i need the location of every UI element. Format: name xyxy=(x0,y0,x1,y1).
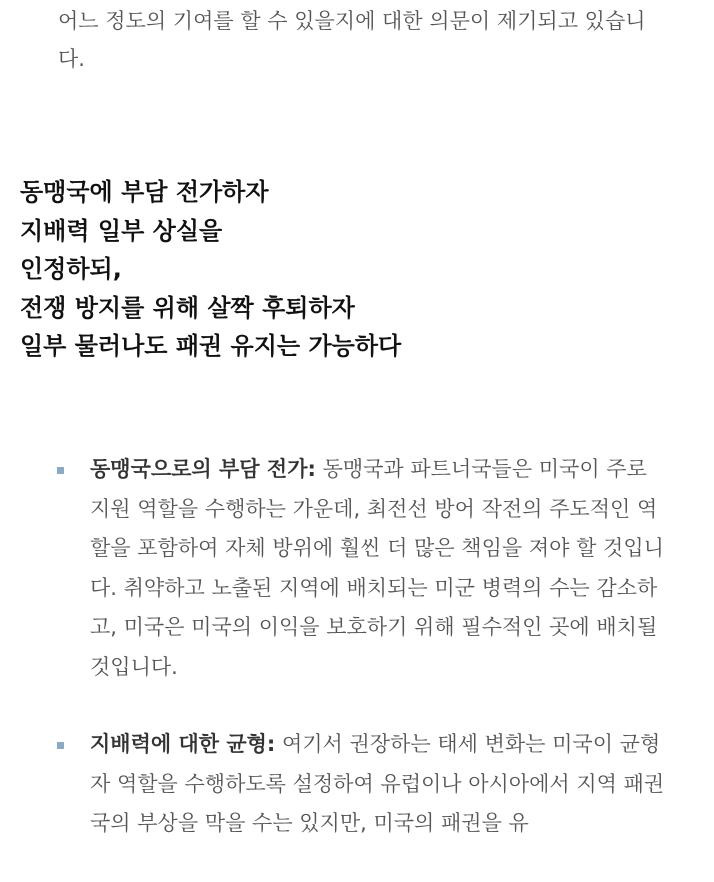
square-bullet-icon xyxy=(57,742,64,749)
bullet-text: 여기서 권장하는 태세 변화는 미국이 균형자 역할을 수행하도록 설정하여 유럽이나 아시아에서 지역 패권국의 부상을 막을 수는 있지만, 미국의 패권을 유 xyxy=(90,732,665,835)
headline-line: 동맹국에 부담 전가하자 xyxy=(20,178,269,206)
list-item xyxy=(57,450,672,687)
bullet-term: 지배력에 대한 균형: xyxy=(90,732,276,756)
headline-line: 인정하되, xyxy=(20,255,122,283)
intro-paragraph: 어느 정도의 기여를 할 수 있을지에 대한 의문이 제기되고 있습니다. xyxy=(58,9,646,71)
headline-line: 일부 물러나도 패권 유지는 가능하다 xyxy=(20,332,402,360)
headline-block xyxy=(20,173,700,366)
bullet-list xyxy=(57,450,672,882)
bullet-text: 동맹국과 파트너국들은 미국이 주로 지원 역할을 수행하는 가운데, 최전선 방어 작전의 주도적인 역할을 포함하여 자체 방위에 훨씬 더 많은 책임을 져야 할 것입니다. 취약하고 노출된 지역에 배치되는 미군 병력의 수는 감소하고, 미국은 미국의 이익을 보호하기 위해 필수적인 곳에 배치될 것입니다. xyxy=(90,457,664,679)
bullet-term: 동맹국으로의 부담 전가: xyxy=(90,457,316,481)
square-bullet-icon xyxy=(57,467,64,474)
headline-line: 전쟁 방지를 위해 살짝 후퇴하자 xyxy=(20,293,355,322)
list-item xyxy=(57,725,672,844)
headline-line: 지배력 일부 상실을 xyxy=(20,216,223,245)
